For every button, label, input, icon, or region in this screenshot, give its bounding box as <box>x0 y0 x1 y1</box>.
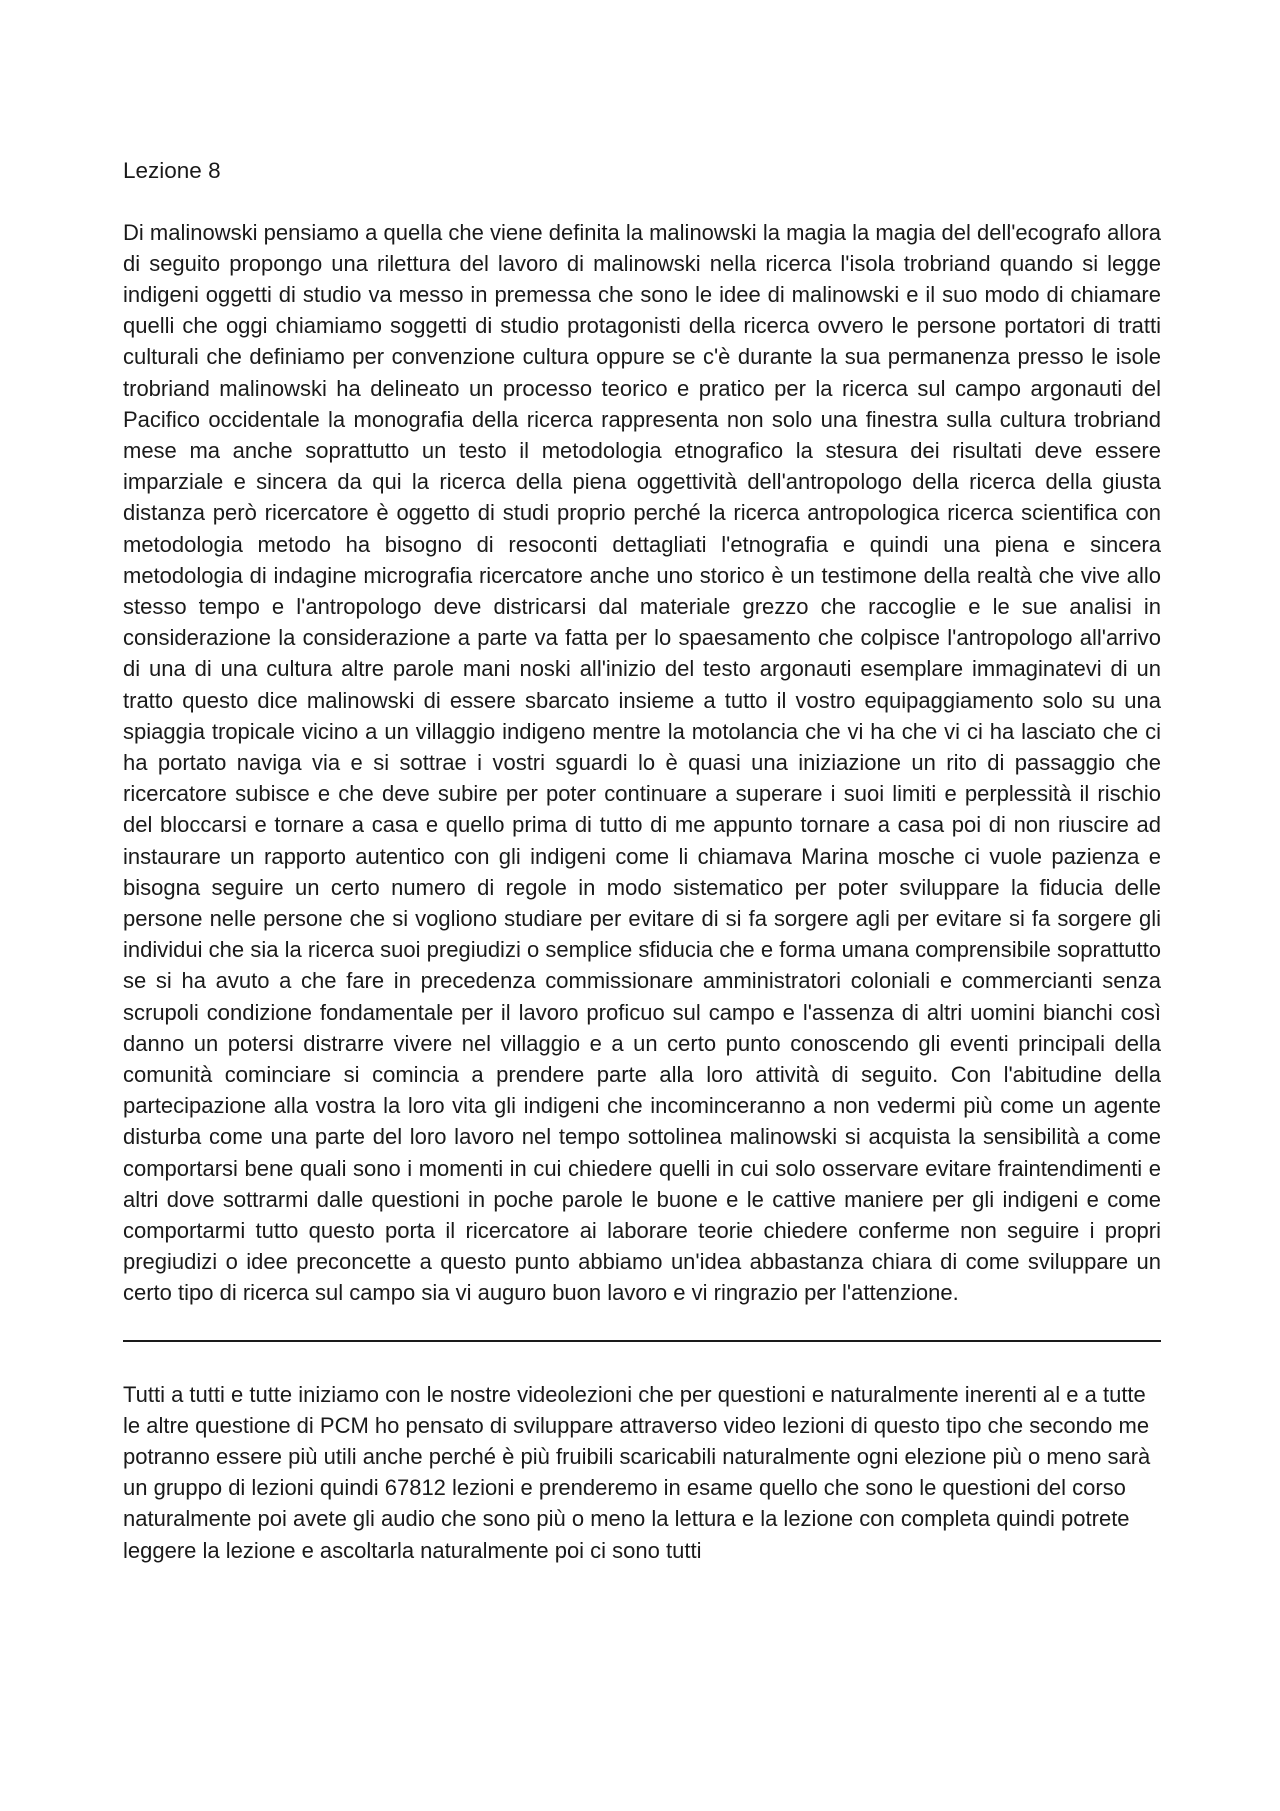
document-body <box>123 155 1161 1566</box>
section-divider <box>123 1340 1161 1342</box>
lesson-paragraph: Di malinowski pensiamo a quella che viene definita la malinowski la magia la magia del dell'ecografo allora di seguito propongo una rilettura del lavoro di malinowski nella ricerca l'isola trobriand quando si legge indigeni oggetti di studio va messo in premessa che sono le idee di malinowski e il suo modo di chiamare quelli che oggi chiamiamo soggetti di studio protagonisti della ricerca ovvero le persone portatori di tratti culturali che definiamo per convenzione cultura oppure se c'è durante la sua permanenza presso le isole trobriand malinowski ha delineato un processo teorico e pratico per la ricerca sul campo argonauti del Pacifico occidentale la monografia della ricerca rappresenta non solo una finestra sulla cultura trobriand mese ma anche soprattutto un testo il metodologia etnografico la stesura dei risultati deve essere imparziale e sincera da qui la ricerca della piena oggettività dell'antropologo della ricerca della giusta distanza però ricercatore è oggetto di studi proprio perché la ricerca antropologica ricerca scientifica con metodologia metodo ha bisogno di resoconti dettagliati l'etnografia e quindi una piena e sincera metodologia di indagine micrografia ricercatore anche uno storico è un testimone della realtà che vive allo stesso tempo e l'antropologo deve districarsi dal materiale grezzo che raccoglie e le sue analisi in considerazione la considerazione a parte va fatta per lo spaesamento che colpisce l'antropologo all'arrivo di una di una cultura altre parole mani noski all'inizio del testo argonauti esemplare immaginatevi di un tratto questo dice malinowski di essere sbarcato insieme a tutto il vostro equipaggiamento solo su una spiaggia tropicale vicino a un villaggio indigeno mentre la motolancia che vi ha che vi ci ha lasciato che ci ha portato naviga via e si sottrae i vostri sguardi lo è quasi una iniziazione un rito di passaggio che ricercatore subisce e che deve subire per poter continuare a superare i suoi limiti e perplessità il rischio del bloccarsi e tornare a casa e quello prima di tutto di me appunto tornare a casa poi di non riuscire ad instaurare un rapporto autentico con gli indigeni come li chiamava Marina mosche ci vuole pazienza e bisogna seguire un certo numero di regole in modo sistematico per poter sviluppare la fiducia delle persone nelle persone che si vogliono studiare per evitare di si fa sorgere agli per evitare si fa sorgere gli individui che sia la ricerca suoi pregiudizi o semplice sfiducia che e forma umana comprensibile soprattutto se si ha avuto a che fare in precedenza commissionare amministratori coloniali e commercianti senza scrupoli condizione fondamentale per il lavoro proficuo sul campo e l'assenza di altri uomini bianchi così danno un potersi distrarre vivere nel villaggio e a un certo punto conoscendo gli eventi principali della comunità cominciare si comincia a prendere parte alla loro attività di seguito. Con l'abitudine della partecipazione alla vostra la loro vita gli indigeni che incominceranno a non vedermi più come un agente disturba come una parte del loro lavoro nel tempo sottolinea malinowski si acquista la sensibilità a come comportarsi bene quali sono i momenti in cui chiedere quelli in cui solo osservare evitare fraintendimenti e altri dove sottrarmi dalle questioni in poche parole le buone e le cattive maniere per gli indigeni e come comportarmi tutto questo porta il ricercatore ai laborare teorie chiedere conferme non seguire i propri pregiudizi o idee preconcette a questo punto abbiamo un'idea abbastanza chiara di come sviluppare un certo tipo di ricerca sul campo sia vi auguro buon lavoro e vi ringrazio per l'attenzione. <box>123 219 1161 1306</box>
lesson-heading: Lezione 8 <box>123 158 221 183</box>
intro-paragraph: Tutti a tutti e tutte iniziamo con le nostre videolezioni che per questioni e naturalmente inerenti al e a tutte le altre questione di PCM ho pensato di sviluppare attraverso video lezioni di questo tipo che secondo me potranno essere più utili anche perché è più fruibili scaricabili naturalmente ogni elezione più o meno sarà un gruppo di lezioni quindi 67812 lezioni e prenderemo in esame quello che sono le questioni del corso naturalmente poi avete gli audio che sono più o meno la lettura e la lezione con completa quindi potrete leggere la lezione e ascoltarla naturalmente poi ci sono tutti <box>123 1381 1151 1563</box>
